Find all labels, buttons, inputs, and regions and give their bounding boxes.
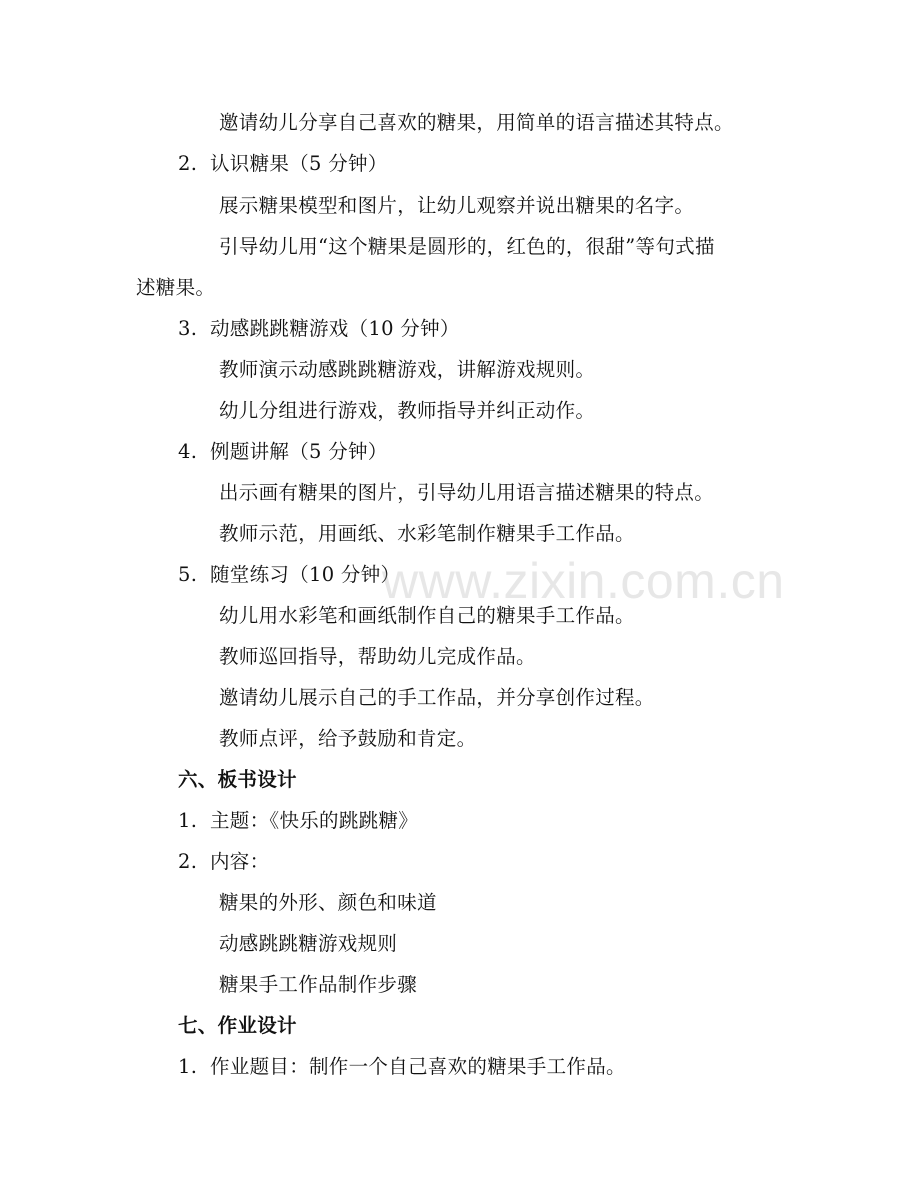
line-text: 展示糖果模型和图片，让幼儿观察并说出糖果的名字。 (219, 194, 695, 217)
paragraph-line (219, 891, 437, 915)
paragraph-line (219, 358, 595, 382)
paragraph-line (219, 399, 595, 423)
numbered-item (178, 317, 460, 341)
item-text: 随堂练习（10 分钟） (210, 563, 401, 586)
item-number: 4. (178, 440, 198, 463)
watermark: www.zixin.com.cn (382, 553, 785, 609)
numbered-item (178, 809, 418, 833)
paragraph-line (219, 522, 635, 546)
paragraph-line (219, 645, 536, 669)
line-text: 邀请幼儿分享自己喜欢的糖果，用简单的语言描述其特点。 (219, 111, 734, 134)
item-number: 1. (178, 1055, 198, 1078)
paragraph-line (219, 727, 476, 751)
item-text: 动感跳跳糖游戏（10 分钟） (210, 317, 460, 340)
paragraph-line (219, 235, 715, 259)
section-heading (178, 1014, 297, 1038)
numbered-item (178, 1055, 626, 1079)
item-text: 主题：《快乐的跳跳糖》 (210, 809, 419, 832)
paragraph-line (219, 686, 655, 710)
numbered-item (178, 850, 269, 874)
paragraph-line (136, 276, 215, 300)
line-text: 教师演示动感跳跳糖游戏，讲解游戏规则。 (219, 358, 596, 381)
line-text: 糖果手工作品制作步骤 (219, 973, 418, 996)
line-text: 出示画有糖果的图片，引导幼儿用语言描述糖果的特点。 (219, 481, 715, 504)
paragraph-line (219, 481, 714, 505)
paragraph-line (219, 194, 694, 218)
heading-text: 六、板书设计 (178, 768, 297, 791)
item-text: 认识糖果（5 分钟） (210, 152, 388, 175)
item-number: 2. (178, 152, 198, 175)
item-number: 1. (178, 809, 198, 832)
item-number: 5. (178, 563, 198, 586)
line-text: 幼儿分组进行游戏，教师指导并纠正动作。 (219, 399, 596, 422)
paragraph-line (219, 111, 734, 135)
numbered-item (178, 440, 388, 464)
paragraph-line (219, 932, 397, 956)
line-text: 引导幼儿用“这个糖果是圆形的，红色的，很甜”等句式描 (219, 235, 715, 258)
line-text: 糖果的外形、颜色和味道 (219, 891, 437, 914)
numbered-item (178, 563, 400, 587)
line-text: 述糖果。 (136, 276, 216, 299)
line-text: 教师示范，用画纸、水彩笔制作糖果手工作品。 (219, 522, 635, 545)
item-text: 例题讲解（5 分钟） (210, 440, 388, 463)
numbered-item (178, 152, 388, 176)
item-text: 作业题目：制作一个自己喜欢的糖果手工作品。 (210, 1055, 626, 1078)
line-text: 幼儿用水彩笔和画纸制作自己的糖果手工作品。 (219, 604, 635, 627)
item-text: 内容： (210, 850, 270, 873)
paragraph-line (219, 973, 417, 997)
section-heading (178, 768, 297, 792)
line-text: 教师巡回指导，帮助幼儿完成作品。 (219, 645, 536, 668)
line-text: 动感跳跳糖游戏规则 (219, 932, 398, 955)
line-text: 邀请幼儿展示自己的手工作品，并分享创作过程。 (219, 686, 655, 709)
heading-text: 七、作业设计 (178, 1014, 297, 1037)
item-number: 2. (178, 850, 198, 873)
item-number: 3. (178, 317, 198, 340)
line-text: 教师点评，给予鼓励和肯定。 (219, 727, 477, 750)
